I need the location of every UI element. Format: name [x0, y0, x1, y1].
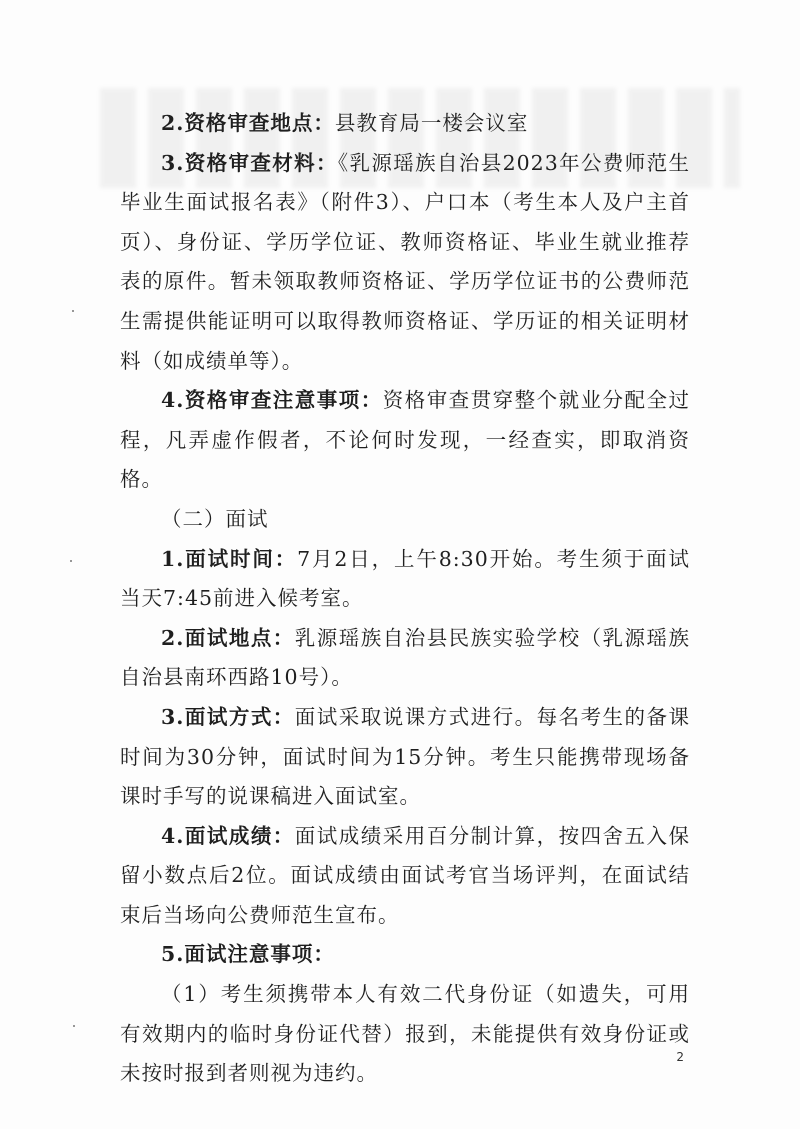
paragraph-interview-time: [120, 540, 690, 619]
scan-speck: [73, 1025, 75, 1027]
paragraph-heading: 3.面试方式：: [161, 704, 295, 729]
paragraph-qualification-notes: [120, 381, 690, 500]
paragraph-heading: 5.面试注意事项：: [161, 942, 335, 967]
paragraph-qualification-location: [120, 104, 690, 144]
paragraph-qualification-materials: [120, 144, 690, 382]
paragraph-text: 县教育局一楼会议室: [334, 111, 529, 135]
paragraph-text: 7月2日，上午8:30开始。考生须于面试当天7:45前进入候考室。: [120, 546, 690, 611]
paragraph-heading: 2.资格审查地点：: [161, 111, 335, 135]
paragraph-text: 资格审查贯穿整个就业分配全过程，凡弄虚作假者，不论何时发现，一经查实，即取消资格。: [120, 388, 691, 492]
paragraph-heading: 3.资格审查材料：: [161, 150, 338, 175]
paragraph-interview-score: [120, 817, 690, 936]
section-title: （二）面试: [161, 506, 269, 531]
section-heading-interview: [120, 500, 690, 540]
scan-speck: [72, 310, 74, 312]
paragraph-text: 乳源瑶族自治县民族实验学校（乳源瑶族自治县南环西路10号）。: [120, 625, 690, 690]
paragraph-interview-notes: [120, 935, 690, 975]
page-number: 2: [676, 1050, 684, 1064]
document-body: [120, 104, 690, 1094]
paragraph-heading: 1.面试时间：: [161, 546, 298, 571]
paragraph-text: 面试采取说课方式进行。每名考生的备课时间为30分钟，面试时间为15分钟。考生只能携带现场备课时手写的说课稿进入面试室。: [120, 704, 690, 809]
paragraph-interview-location: [120, 619, 690, 698]
paragraph-text: 《乳源瑶族自治县2023年公费师范生毕业生面试报名表》（附件3）、户口本（考生本人及户主首页）、身份证、学历学位证、教师资格证、毕业生就业推荐表的原件。暂未领取教师资格证、学历学位证书的公费师范生需提供能证明可以取得教师资格证、学历证的相关证明材料（如成绩单等）。: [120, 150, 690, 373]
paragraph-note-1: [120, 975, 690, 1094]
paragraph-interview-method: [120, 698, 690, 817]
paragraph-heading: 4.资格审查注意事项：: [161, 388, 383, 413]
paragraph-heading: 2.面试地点：: [161, 625, 295, 650]
scan-speck: [70, 560, 72, 562]
paragraph-text: （1）考生须携带本人有效二代身份证（如遗失，可用有效期内的临时身份证代替）报到，未能提供有效身份证或未按时报到者则视为违约。: [120, 982, 690, 1086]
paragraph-text: 面试成绩采用百分制计算，按四舍五入保留小数点后2位。面试成绩由面试考官当场评判，在面试结束后当场向公费师范生宣布。: [120, 823, 690, 927]
paragraph-heading: 4.面试成绩：: [161, 823, 295, 848]
